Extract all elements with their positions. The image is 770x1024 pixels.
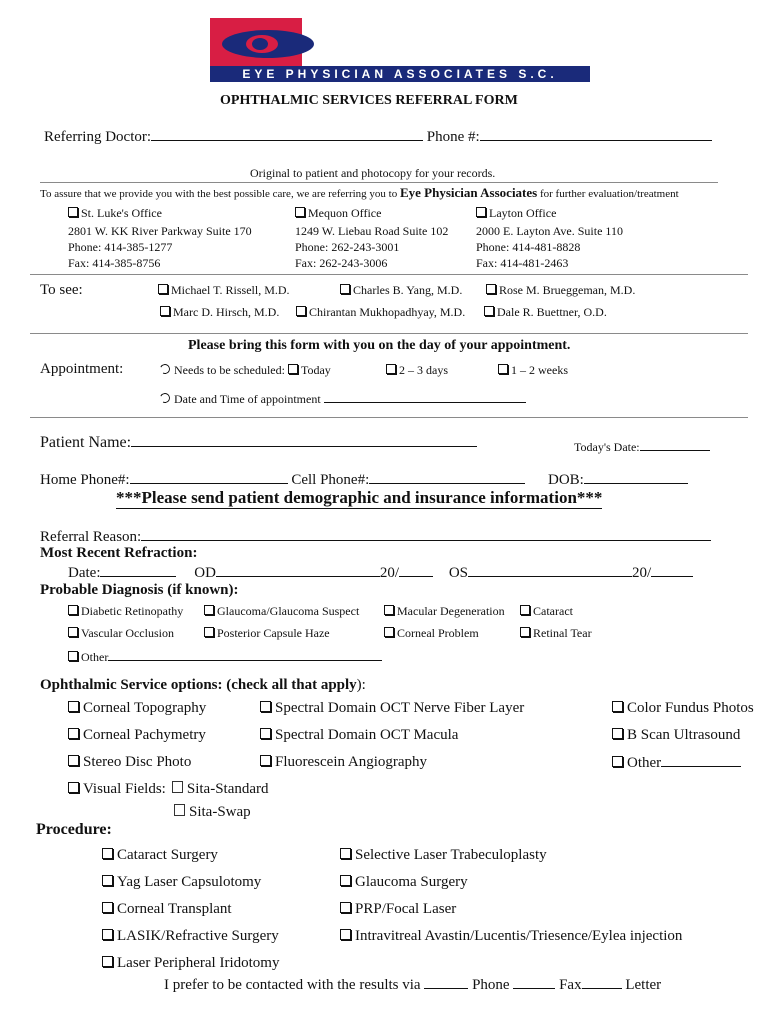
- checkbox-icon[interactable]: [68, 701, 79, 712]
- service-option[interactable]: [68, 700, 206, 717]
- checkbox-icon[interactable]: [340, 902, 351, 913]
- checkbox-icon[interactable]: [68, 605, 78, 615]
- os-label: OS: [448, 565, 469, 581]
- probable-diagnosis-label: Probable Diagnosis (if known):: [40, 582, 239, 598]
- service-option[interactable]: [68, 754, 191, 771]
- checkbox-icon[interactable]: [172, 781, 183, 793]
- checkbox-icon[interactable]: [102, 956, 113, 967]
- od-field[interactable]: [216, 564, 380, 577]
- checkbox-icon[interactable]: [612, 756, 623, 767]
- od-twenty-label: 20/: [379, 565, 400, 581]
- contact-preference-row: [164, 976, 661, 994]
- contact-pref-label: I prefer to be contacted with the results via: [164, 977, 421, 993]
- checkbox-icon[interactable]: [340, 929, 351, 940]
- checkbox-icon[interactable]: [260, 701, 271, 712]
- checkbox-icon[interactable]: [484, 306, 494, 316]
- checkbox-icon[interactable]: [520, 605, 530, 615]
- diagnosis-option[interactable]: [520, 604, 573, 619]
- checkbox-icon[interactable]: [204, 605, 214, 615]
- office-address: 1249 W. Liebau Road Suite 102: [295, 224, 449, 238]
- contact-letter-field[interactable]: [582, 976, 622, 989]
- checkbox-icon[interactable]: [486, 284, 496, 294]
- needs-scheduled-option[interactable]: [160, 363, 331, 378]
- diagnosis-option[interactable]: [68, 604, 183, 619]
- checkbox-icon[interactable]: [612, 701, 623, 712]
- radio-icon[interactable]: [159, 363, 172, 376]
- checkbox-icon[interactable]: [288, 364, 298, 374]
- office-phone: Phone: 414-481-8828: [476, 240, 581, 254]
- doctor-option[interactable]: [160, 305, 279, 320]
- procedure-option[interactable]: [102, 955, 279, 972]
- office-address: 2801 W. KK River Parkway Suite 170: [68, 224, 252, 238]
- checkbox-icon[interactable]: [520, 627, 530, 637]
- service-label: Corneal Topography: [83, 700, 207, 716]
- date-label: Date:: [68, 565, 101, 581]
- radio-icon[interactable]: [159, 392, 172, 405]
- contact-fax-field[interactable]: [513, 976, 555, 989]
- checkbox-icon[interactable]: [498, 364, 508, 374]
- todays-date-label: Today's Date:: [574, 440, 640, 454]
- office-layton[interactable]: [476, 205, 623, 271]
- office-fax: Fax: 262-243-3006: [295, 256, 388, 270]
- checkbox-icon[interactable]: [384, 605, 394, 615]
- demographic-note: ***Please send patient demographic and insurance information***: [116, 488, 603, 507]
- appt-option[interactable]: [386, 363, 448, 378]
- od-denominator-field[interactable]: [399, 564, 433, 577]
- procedure-option[interactable]: [102, 928, 279, 945]
- checkbox-icon[interactable]: [158, 284, 168, 294]
- date-time-label: Date and Time of appointment: [174, 392, 321, 406]
- sita-standard-label: Sita-Standard: [186, 781, 269, 797]
- referral-reason-row: [40, 528, 711, 546]
- cell-phone-field[interactable]: [369, 471, 525, 484]
- most-recent-refraction-label: Most Recent Refraction:: [40, 545, 198, 561]
- doctor-label: Michael T. Rissell, M.D.: [171, 283, 290, 297]
- service-label: Spectral Domain OCT Macula: [275, 727, 459, 743]
- procedure-label-text: LASIK/Refractive Surgery: [117, 928, 279, 944]
- checkbox-icon[interactable]: [340, 848, 351, 859]
- phone-label: Phone #:: [426, 129, 480, 145]
- assure-brand: Eye Physician Associates: [399, 185, 538, 200]
- office-name: St. Luke's Office: [81, 206, 162, 220]
- os-field[interactable]: [468, 564, 632, 577]
- diagnosis-other-option[interactable]: [68, 648, 382, 665]
- appt-option-label: 1 – 2 weeks: [511, 363, 568, 377]
- appt-option[interactable]: [498, 363, 568, 378]
- procedure-label-text: Corneal Transplant: [117, 901, 232, 917]
- procedure-option[interactable]: [102, 874, 261, 891]
- procedure-label-text: Glaucoma Surgery: [355, 874, 468, 890]
- service-options-paren: ):: [356, 677, 366, 693]
- checkbox-icon[interactable]: [68, 651, 78, 661]
- home-phone-field[interactable]: [130, 471, 288, 484]
- diagnosis-label: Posterior Capsule Haze: [217, 626, 330, 640]
- service-label: B Scan Ultrasound: [627, 727, 741, 743]
- original-note: Original to patient and photocopy for your records.: [250, 166, 496, 180]
- checkbox-icon[interactable]: [174, 804, 185, 816]
- checkbox-icon[interactable]: [68, 782, 79, 793]
- service-option[interactable]: [612, 754, 741, 772]
- checkbox-icon[interactable]: [296, 306, 306, 316]
- doctor-label: Rose M. Brueggeman, M.D.: [499, 283, 636, 297]
- doctor-option[interactable]: [484, 305, 607, 320]
- to-see-label: To see:: [40, 282, 83, 298]
- service-label: Other: [627, 755, 662, 771]
- od-label: OD: [194, 565, 216, 581]
- checkbox-icon[interactable]: [260, 728, 271, 739]
- checkbox-icon[interactable]: [260, 755, 271, 766]
- office-mequon[interactable]: [295, 205, 448, 271]
- sita-swap-option[interactable]: [168, 804, 251, 821]
- checkbox-icon[interactable]: [476, 207, 486, 217]
- checkbox-icon[interactable]: [68, 207, 78, 217]
- contact-phone-label: Phone: [472, 977, 510, 993]
- diagnosis-option[interactable]: [204, 626, 330, 641]
- office-address: 2000 E. Layton Ave. Suite 110: [476, 224, 623, 238]
- service-label: Corneal Pachymetry: [83, 727, 206, 743]
- checkbox-icon[interactable]: [102, 902, 113, 913]
- procedure-option[interactable]: [340, 847, 547, 864]
- checkbox-icon[interactable]: [612, 728, 623, 739]
- patient-name-row: [40, 434, 477, 452]
- doctor-label: Dale R. Buettner, O.D.: [497, 305, 607, 319]
- appt-option-label: 2 – 3 days: [399, 363, 448, 377]
- logo-text: EYE PHYSICIAN ASSOCIATES S.C.: [242, 67, 558, 81]
- office-st-lukes[interactable]: [68, 205, 252, 271]
- checkbox-icon[interactable]: [160, 306, 170, 316]
- diagnosis-label: Corneal Problem: [397, 626, 479, 640]
- office-phone: Phone: 262-243-3001: [295, 240, 400, 254]
- service-label: Stereo Disc Photo: [83, 754, 192, 770]
- diagnosis-other-label: Other: [81, 650, 109, 664]
- bring-form-note: Please bring this form with you on the day of your appointment.: [188, 338, 571, 353]
- os-twenty-label: 20/: [632, 565, 652, 581]
- phone-field[interactable]: [480, 128, 712, 141]
- procedure-option[interactable]: [102, 901, 232, 918]
- procedure-label-text: Laser Peripheral Iridotomy: [117, 955, 280, 971]
- cell-phone-label: Cell Phone#:: [291, 472, 370, 488]
- service-label: Spectral Domain OCT Nerve Fiber Layer: [275, 700, 525, 716]
- service-options-text: Ophthalmic Service options: (check all that apply: [40, 677, 357, 693]
- todays-date-field[interactable]: [640, 438, 710, 451]
- home-phone-label: Home Phone#:: [40, 472, 130, 488]
- sita-swap-label: Sita-Swap: [189, 804, 251, 820]
- procedure-label-text: Selective Laser Trabeculoplasty: [355, 847, 547, 863]
- procedure-label-text: Yag Laser Capsulotomy: [117, 874, 262, 890]
- refraction-row: [68, 564, 693, 582]
- diagnosis-other-field[interactable]: [108, 648, 382, 661]
- office-phone: Phone: 414-385-1277: [68, 240, 173, 254]
- diagnosis-label: Macular Degeneration: [397, 604, 505, 618]
- diagnosis-label: Glaucoma/Glaucoma Suspect: [217, 604, 360, 618]
- checkbox-icon[interactable]: [68, 728, 79, 739]
- procedure-label-text: Intravitreal Avastin/Lucentis/Triesence/Eylea injection: [355, 928, 683, 944]
- todays-date-row: [574, 438, 710, 455]
- needs-scheduled-label: Needs to be scheduled:: [174, 363, 285, 377]
- service-label: Fluorescein Angiography: [275, 754, 428, 770]
- form-title: OPHTHALMIC SERVICES REFERRAL FORM: [220, 93, 518, 108]
- dob-label: DOB:: [548, 472, 584, 488]
- assure-text-1: To assure that we provide you with the best possible care, we are referring you to: [40, 188, 398, 200]
- service-option[interactable]: [260, 727, 458, 744]
- diagnosis-label: Cataract: [533, 604, 573, 618]
- doctor-label: Charles B. Yang, M.D.: [353, 283, 463, 297]
- contact-phone-field[interactable]: [424, 976, 468, 989]
- office-fax: Fax: 414-481-2463: [476, 256, 569, 270]
- referring-doctor-label: Referring Doctor:: [44, 129, 152, 145]
- contact-letter-label: Letter: [625, 977, 662, 993]
- patient-name-field[interactable]: [131, 434, 477, 447]
- referral-reason-label: Referral Reason:: [40, 529, 142, 545]
- doctor-label: Chirantan Mukhopadhyay, M.D.: [309, 305, 466, 319]
- checkbox-icon[interactable]: [340, 284, 350, 294]
- doctor-option[interactable]: [486, 283, 635, 298]
- assure-text: [40, 185, 679, 201]
- doctor-option[interactable]: [158, 283, 290, 298]
- contact-fax-label: Fax: [559, 977, 582, 993]
- service-other-field[interactable]: [661, 754, 741, 767]
- diagnosis-option[interactable]: [384, 626, 479, 641]
- doctor-label: Marc D. Hirsch, M.D.: [173, 305, 280, 319]
- date-time-option[interactable]: [160, 390, 526, 407]
- checkbox-icon[interactable]: [295, 207, 305, 217]
- referring-doctor-row: [44, 128, 712, 146]
- appointment-label: Appointment:: [40, 361, 124, 377]
- procedure-label: Procedure:: [36, 821, 112, 838]
- office-name: Layton Office: [489, 206, 557, 220]
- procedure-label-text: PRP/Focal Laser: [355, 901, 457, 917]
- office-fax: Fax: 414-385-8756: [68, 256, 161, 270]
- procedure-option[interactable]: [340, 901, 456, 918]
- service-option[interactable]: [612, 700, 754, 717]
- diagnosis-label: Retinal Tear: [533, 626, 592, 640]
- checkbox-icon[interactable]: [102, 929, 113, 940]
- procedure-label-text: Cataract Surgery: [117, 847, 218, 863]
- checkbox-icon[interactable]: [68, 755, 79, 766]
- dob-field[interactable]: [584, 471, 688, 484]
- service-option[interactable]: [260, 754, 427, 771]
- date-time-field[interactable]: [324, 390, 526, 403]
- referral-reason-field[interactable]: [141, 528, 711, 541]
- checkbox-icon[interactable]: [386, 364, 396, 374]
- patient-name-label: Patient Name:: [40, 434, 132, 451]
- visual-fields-option[interactable]: [68, 781, 269, 798]
- phones-row: [40, 471, 525, 489]
- procedure-option[interactable]: [340, 874, 468, 891]
- checkbox-icon[interactable]: [384, 627, 394, 637]
- diagnosis-option[interactable]: [68, 626, 174, 641]
- visual-fields-label: Visual Fields:: [83, 781, 166, 797]
- checkbox-icon[interactable]: [102, 875, 113, 886]
- checkbox-icon[interactable]: [204, 627, 214, 637]
- dob-row: [548, 471, 688, 489]
- service-option[interactable]: [260, 700, 524, 717]
- diagnosis-label: Vascular Occlusion: [81, 626, 174, 640]
- assure-text-2: for further evaluation/treatment: [539, 188, 679, 200]
- doctor-option[interactable]: [296, 305, 465, 320]
- checkbox-icon[interactable]: [68, 627, 78, 637]
- logo: [210, 18, 590, 84]
- diagnosis-label: Diabetic Retinopathy: [81, 604, 184, 618]
- appt-option-label: Today: [300, 363, 331, 377]
- procedure-option[interactable]: [340, 928, 682, 945]
- doctor-option[interactable]: [340, 283, 462, 298]
- service-option[interactable]: [612, 727, 740, 744]
- diagnosis-option[interactable]: [204, 604, 359, 619]
- service-label: Color Fundus Photos: [627, 700, 754, 716]
- os-denominator-field[interactable]: [651, 564, 693, 577]
- referring-doctor-field[interactable]: [151, 128, 423, 141]
- checkbox-icon[interactable]: [102, 848, 113, 859]
- diagnosis-option[interactable]: [520, 626, 592, 641]
- service-options-label: [40, 677, 366, 694]
- service-option[interactable]: [68, 727, 206, 744]
- diagnosis-option[interactable]: [384, 604, 505, 619]
- office-name: Mequon Office: [308, 206, 382, 220]
- refraction-date-field[interactable]: [100, 564, 176, 577]
- checkbox-icon[interactable]: [340, 875, 351, 886]
- procedure-option[interactable]: [102, 847, 218, 864]
